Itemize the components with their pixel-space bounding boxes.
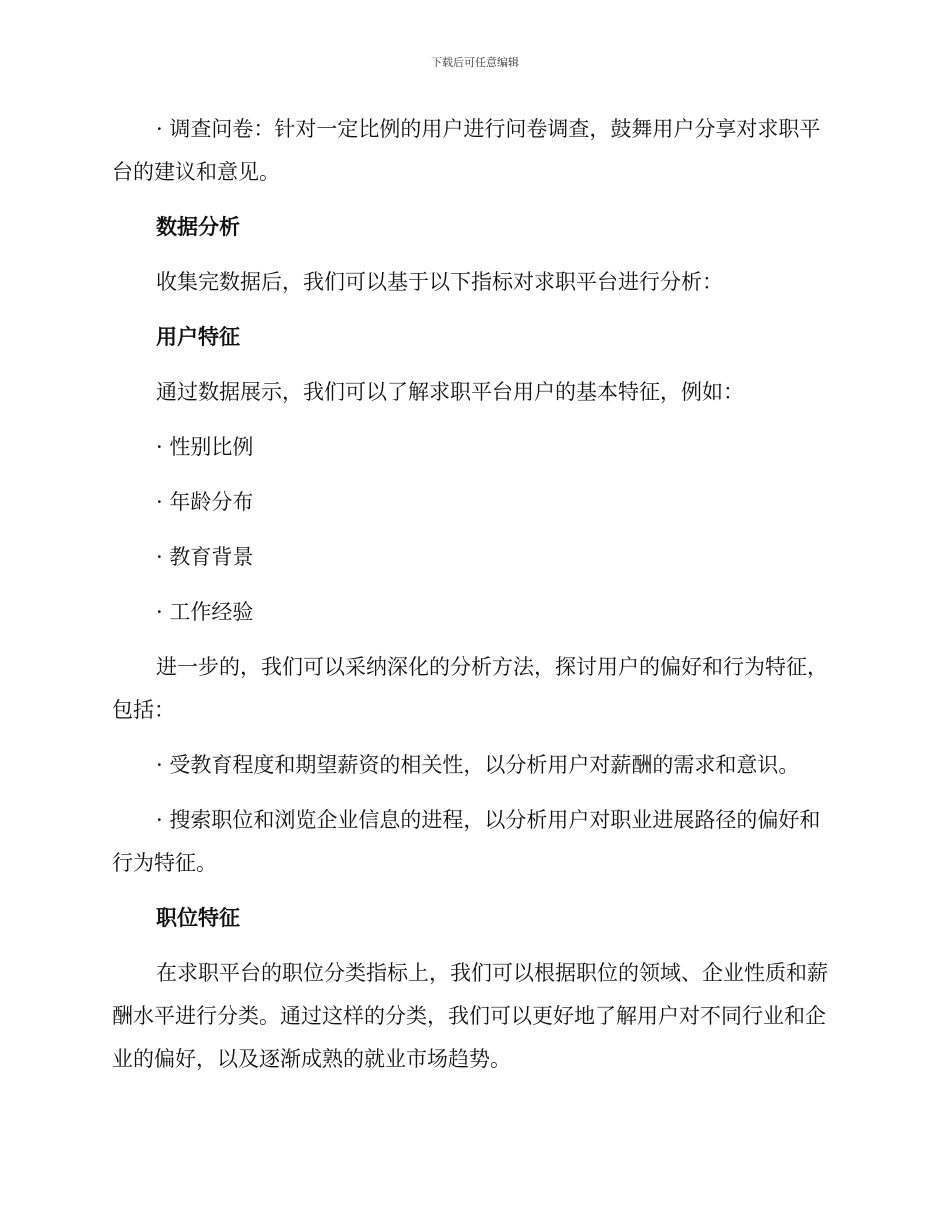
heading-user-features: 用户特征: [156, 325, 240, 349]
list-item-age: · 年龄分布: [156, 490, 254, 514]
document-body: [112, 108, 832, 1093]
heading-job-features: 职位特征: [156, 906, 240, 930]
paragraph-analysis-intro: 收集完数据后，我们可以基于以下指标对求职平台进行分析：: [156, 270, 723, 294]
list-item-gender: · 性别比例: [156, 435, 254, 459]
paragraph-user-features-intro: 通过数据展示，我们可以了解求职平台用户的基本特征，例如：: [156, 380, 744, 404]
list-item-education-salary: · 受教育程度和期望薪资的相关性，以分析用户对薪酬的需求和意识。: [156, 753, 800, 777]
list-item-search-browse: · 搜索职位和浏览企业信息的进程，以分析用户对职业进展路径的偏好和行为特征。: [112, 808, 821, 875]
list-item-education: · 教育背景: [156, 545, 254, 569]
heading-data-analysis: 数据分析: [156, 215, 240, 239]
paragraph-further-analysis: 进一步的，我们可以采纳深化的分析方法，探讨用户的偏好和行为特征，包括：: [112, 655, 828, 722]
list-item-work-experience: · 工作经验: [156, 600, 254, 624]
paragraph-survey: · 调查问卷：针对一定比例的用户进行问卷调查，鼓舞用户分享对求职平台的建议和意见。: [112, 117, 821, 184]
paragraph-job-classification: 在求职平台的职位分类指标上，我们可以根据职位的领域、企业性质和薪酬水平进行分类。通过这样的分类，我们可以更好地了解用户对不同行业和企业的偏好，以及逐渐成熟的就业市场趋势。: [112, 961, 828, 1071]
page-header: 下载后可任意编辑: [431, 56, 519, 69]
